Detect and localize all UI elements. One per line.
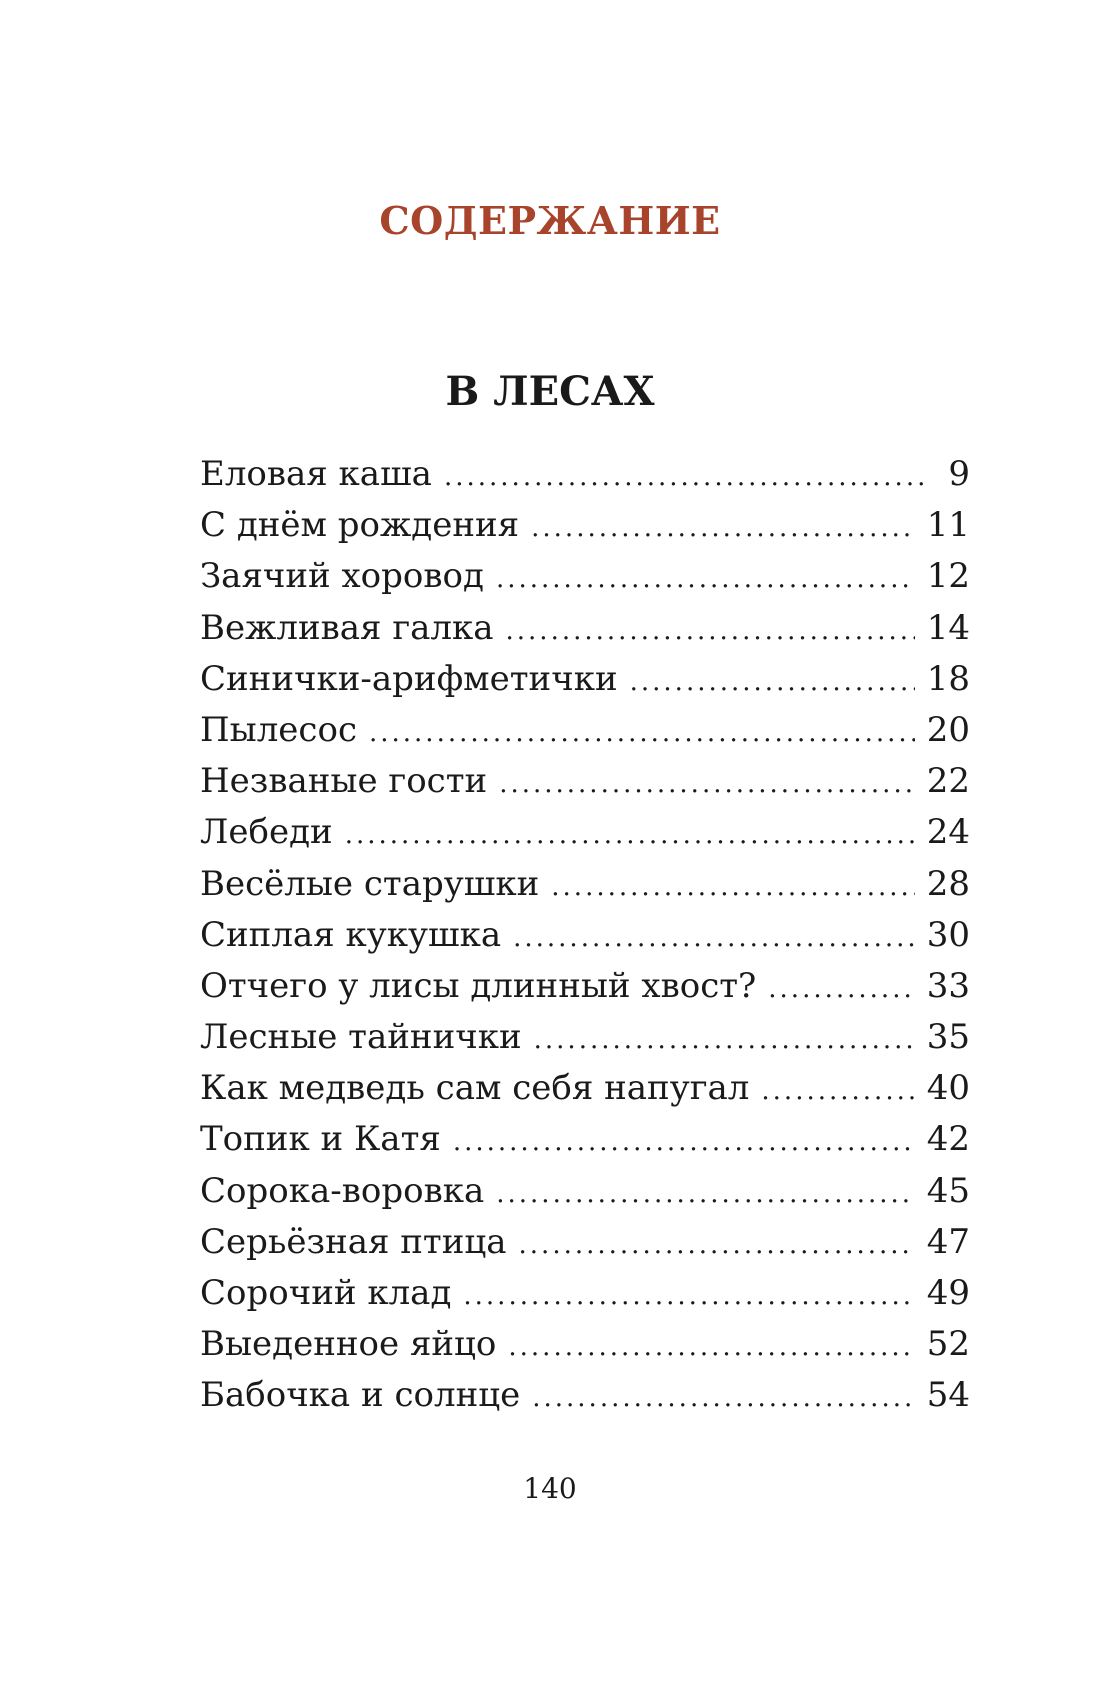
toc-entry-title: Выеденное яйцо xyxy=(200,1324,497,1365)
toc-entry-page: 12 xyxy=(926,556,970,597)
toc-entry-page: 28 xyxy=(926,863,970,904)
toc-entry[interactable] xyxy=(200,961,970,1012)
toc-entry-page: 52 xyxy=(926,1324,970,1365)
toc-entry-title: Заячий хоровод xyxy=(200,556,484,597)
toc-entry-page: 42 xyxy=(926,1119,970,1160)
toc-entry-title: Серьёзная птица xyxy=(200,1221,507,1262)
toc-entry-title: Отчего у лисы длинный хвост? xyxy=(200,965,757,1006)
toc-leader-dots xyxy=(513,913,915,964)
toc-entry[interactable] xyxy=(200,654,970,705)
toc-entry[interactable] xyxy=(200,807,970,858)
section-title: В ЛЕСАХ xyxy=(445,368,655,415)
toc-leader-dots xyxy=(768,964,914,1015)
page-number: 140 xyxy=(523,1472,577,1505)
toc-entry-title: Сиплая кукушка xyxy=(200,914,502,955)
toc-leader-dots xyxy=(761,1066,914,1117)
toc-entry-title: Лесные тайнички xyxy=(200,1017,522,1058)
toc-leader-dots xyxy=(345,810,915,861)
toc-entry-title: Еловая каша xyxy=(200,454,432,494)
toc-leader-dots xyxy=(534,1015,915,1066)
toc-leader-dots xyxy=(499,759,915,810)
toc-entry-page: 24 xyxy=(926,812,970,853)
toc-entry-page: 20 xyxy=(926,709,970,750)
toc-leader-dots xyxy=(508,1322,914,1373)
toc-entry-page: 14 xyxy=(926,607,970,648)
toc-entry-page: 47 xyxy=(926,1221,970,1262)
toc-entry[interactable] xyxy=(200,756,970,807)
toc-entry-page: 35 xyxy=(926,1017,970,1058)
toc-leader-dots xyxy=(453,1117,915,1168)
toc-entry[interactable] xyxy=(200,1370,970,1421)
toc-entry-title: Сорочий клад xyxy=(200,1273,452,1313)
toc-entry[interactable] xyxy=(200,1268,970,1319)
toc-leader-dots xyxy=(506,606,915,657)
toc-entry-title: Как медведь сам себя напугал xyxy=(200,1068,750,1109)
toc-entry[interactable] xyxy=(200,1319,970,1370)
toc-entry-title: Вежливая галка xyxy=(200,607,494,648)
toc-entry[interactable] xyxy=(200,449,970,500)
toc-entry-title: Лебеди xyxy=(200,812,333,853)
toc-entry-title: Незваные гости xyxy=(200,761,488,802)
toc-entry-title: Весёлые старушки xyxy=(200,863,540,904)
toc-entry-page: 54 xyxy=(926,1375,970,1416)
toc-leader-dots xyxy=(531,503,915,554)
toc-entry-title: Сорока-воровка xyxy=(200,1170,485,1211)
toc-leader-dots xyxy=(551,862,914,913)
toc-entry-page: 30 xyxy=(926,914,970,955)
toc-entry[interactable] xyxy=(200,705,970,756)
toc-entry-page: 18 xyxy=(926,658,970,699)
toc-entry-page: 22 xyxy=(926,761,970,802)
toc-entry-title: Пылесос xyxy=(200,709,357,750)
toc-entry-title: Синички-арифметички xyxy=(200,658,618,699)
toc-entry[interactable] xyxy=(200,551,970,602)
contents-heading: СОДЕРЖАНИЕ xyxy=(379,198,721,243)
toc-entry-page: 9 xyxy=(948,454,970,494)
toc-entry[interactable] xyxy=(200,1063,970,1114)
toc-entry[interactable] xyxy=(200,1114,970,1165)
toc-entry[interactable] xyxy=(200,910,970,961)
toc-entry-title: Топик и Катя xyxy=(200,1119,441,1160)
toc-leader-dots xyxy=(532,1373,915,1424)
toc-entry-page: 45 xyxy=(926,1170,970,1211)
toc-entry[interactable] xyxy=(200,1012,970,1063)
toc-leader-dots xyxy=(519,1220,915,1271)
toc-leader-dots xyxy=(496,1169,914,1220)
toc-entry-page: 40 xyxy=(926,1068,970,1109)
toc-entry[interactable] xyxy=(200,500,970,551)
toc-leader-dots xyxy=(630,657,915,708)
toc-entry[interactable] xyxy=(200,859,970,910)
toc-leader-dots xyxy=(496,554,915,605)
toc-entry-page: 33 xyxy=(926,965,970,1006)
table-of-contents xyxy=(200,449,970,1422)
toc-leader-dots xyxy=(369,708,915,759)
toc-entry-title: Бабочка и солнце xyxy=(200,1375,521,1416)
toc-leader-dots xyxy=(463,1271,914,1322)
toc-leader-dots xyxy=(444,452,928,503)
toc-entry[interactable] xyxy=(200,603,970,654)
toc-entry[interactable] xyxy=(200,1217,970,1268)
toc-entry-page: 11 xyxy=(926,505,970,546)
toc-entry-title: С днём рождения xyxy=(200,505,520,546)
toc-entry-page: 49 xyxy=(926,1273,970,1313)
toc-entry[interactable] xyxy=(200,1166,970,1217)
